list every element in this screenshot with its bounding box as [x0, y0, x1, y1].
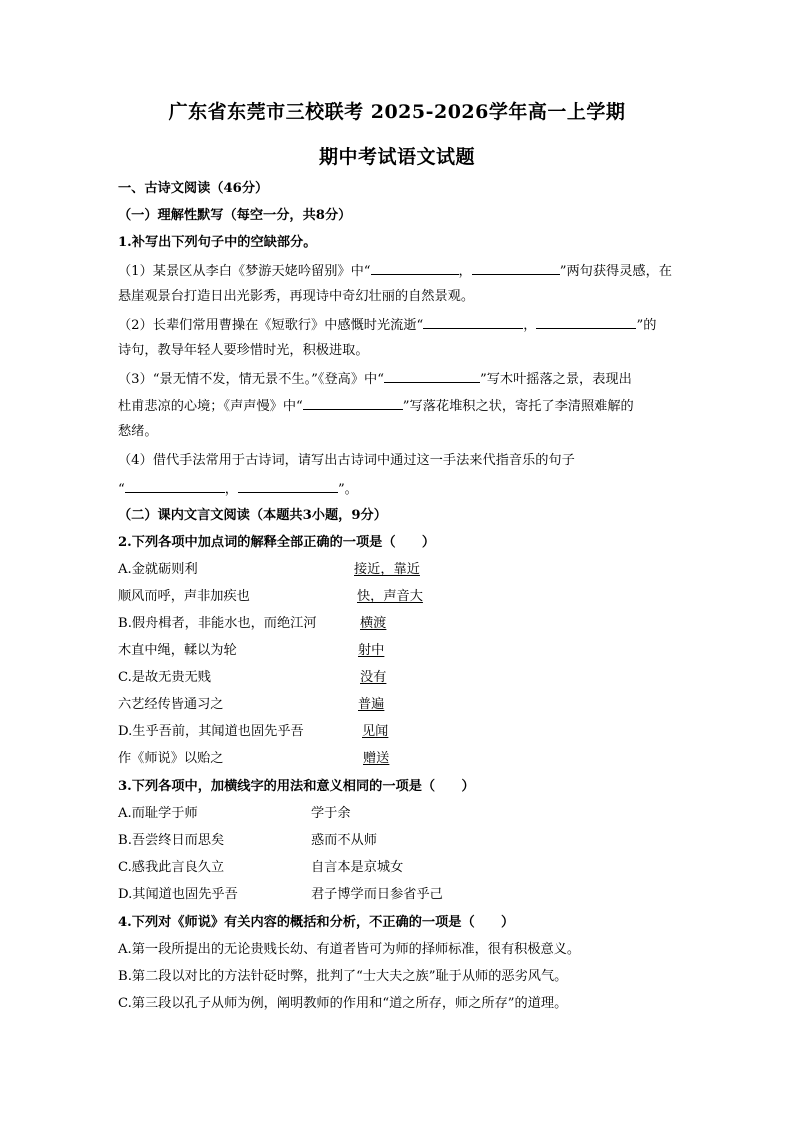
answer-blank[interactable]	[238, 479, 338, 493]
q2-option-left: B.假舟楫者，非能水也，而绝江河	[118, 616, 317, 631]
q3-option-right: 学于余	[311, 806, 351, 821]
q3-option-left: A.而耻学于师	[118, 806, 198, 821]
q2-option-left: 顺风而呼，声非加疾也	[118, 589, 250, 604]
answer-blank[interactable]	[303, 396, 403, 410]
q1-stem: 1.补写出下列句子中的空缺部分。	[118, 235, 317, 250]
q3-option-left: D.其闻道也固先乎吾	[118, 887, 238, 902]
q2-option-left: 木直中绳，輮以为轮	[118, 643, 237, 658]
answer-blank[interactable]	[384, 369, 480, 383]
q4-option-c: C.第三段以孔子从师为例，阐明教师的作用和“道之所存，师之所存”的道理。	[118, 996, 568, 1011]
answer-blank[interactable]	[423, 315, 523, 329]
q1-sub4-line1: （4）借代手法常用于古诗词，请写出古诗词中通过这一手法来代指音乐的句子	[118, 453, 575, 468]
exam-title-line1: 广东省东莞市三校联考 2025-2026学年高一上学期	[168, 101, 626, 123]
part2-heading: （二）课内文言文阅读（本题共3小题，9分）	[118, 508, 387, 523]
q2-option-right: 接近，靠近	[354, 562, 420, 577]
q1-sub2-line2: 诗句，教导年轻人要珍惜时光，积极进取。	[118, 343, 369, 358]
part1-heading: （一）理解性默写（每空一分，共8分）	[118, 208, 352, 223]
q2-option-right: 没有	[360, 670, 387, 685]
q1-sub3-line3: 愁绪。	[118, 424, 158, 439]
q1-sub1-line1: （1）某景区从李白《梦游天姥吟留别》中“ ， ”两句获得灵感，在	[118, 261, 672, 281]
q1-sub3-line1: （3）“景无情不发，情无景不生。”《登高》中“ ”写木叶摇落之景，表现出	[118, 369, 632, 389]
q2-option-left: 作《师说》以贻之	[118, 751, 224, 766]
q2-option-right: 射中	[358, 643, 385, 658]
q3-stem: 3.下列各项中，加横线字的用法和意义相同的一项是（ ）	[118, 779, 475, 794]
answer-blank[interactable]	[371, 261, 459, 275]
q2-option-right: 横渡	[360, 616, 387, 631]
q3-option-left: B.吾尝终日而思矣	[118, 833, 225, 848]
q1-sub2-line1: （2）长辈们常用曹操在《短歌行》中感慨时光流逝“ ， ”的	[118, 315, 656, 335]
q2-option-right: 见闻	[362, 724, 389, 739]
q3-option-right: 惑而不从师	[311, 833, 377, 848]
q3-option-left: C.感我此言良久立	[118, 860, 225, 875]
q2-stem: 2.下列各项中加点词的解释全部正确的一项是（ ）	[118, 535, 436, 550]
q2-option-right: 赠送	[363, 751, 390, 766]
answer-blank[interactable]	[536, 315, 636, 329]
q4-option-a: A.第一段所提出的无论贵贱长幼、有道者皆可为师的择师标准，很有积极意义。	[118, 942, 581, 957]
q1-sub4-line2: “ ， ”。	[118, 479, 358, 499]
q2-option-left: 六艺经传皆通习之	[118, 697, 224, 712]
q2-option-left: C.是故无贵无贱	[118, 670, 211, 685]
answer-blank[interactable]	[125, 479, 225, 493]
q3-option-right: 君子博学而日参省乎己	[311, 887, 443, 902]
q1-sub3-line2: 杜甫悲凉的心境；《声声慢》中“ ”写落花堆积之状，寄托了李清照难解的	[118, 396, 634, 416]
q1-sub1-line2: 悬崖观景台打造日出光影秀，再现诗中奇幻壮丽的自然景观。	[118, 289, 475, 304]
q4-option-b: B.第二段以对比的方法针砭时弊，批判了“士大夫之族”耻于从师的恶劣风气。	[118, 969, 568, 984]
q3-option-right: 自言本是京城女	[311, 860, 404, 875]
q4-stem: 4.下列对《师说》有关内容的概括和分析，不正确的一项是（ ）	[118, 915, 515, 930]
q2-option-right: 快，声音大	[357, 589, 423, 604]
q2-option-right: 普遍	[358, 697, 385, 712]
section1-heading: 一、古诗文阅读（46分）	[118, 181, 269, 196]
answer-blank[interactable]	[472, 261, 560, 275]
exam-title-line2: 期中考试语文试题	[318, 146, 475, 168]
q2-option-left: A.金就砺则利	[118, 562, 198, 577]
q2-option-left: D.生乎吾前，其闻道也固先乎吾	[118, 724, 304, 739]
